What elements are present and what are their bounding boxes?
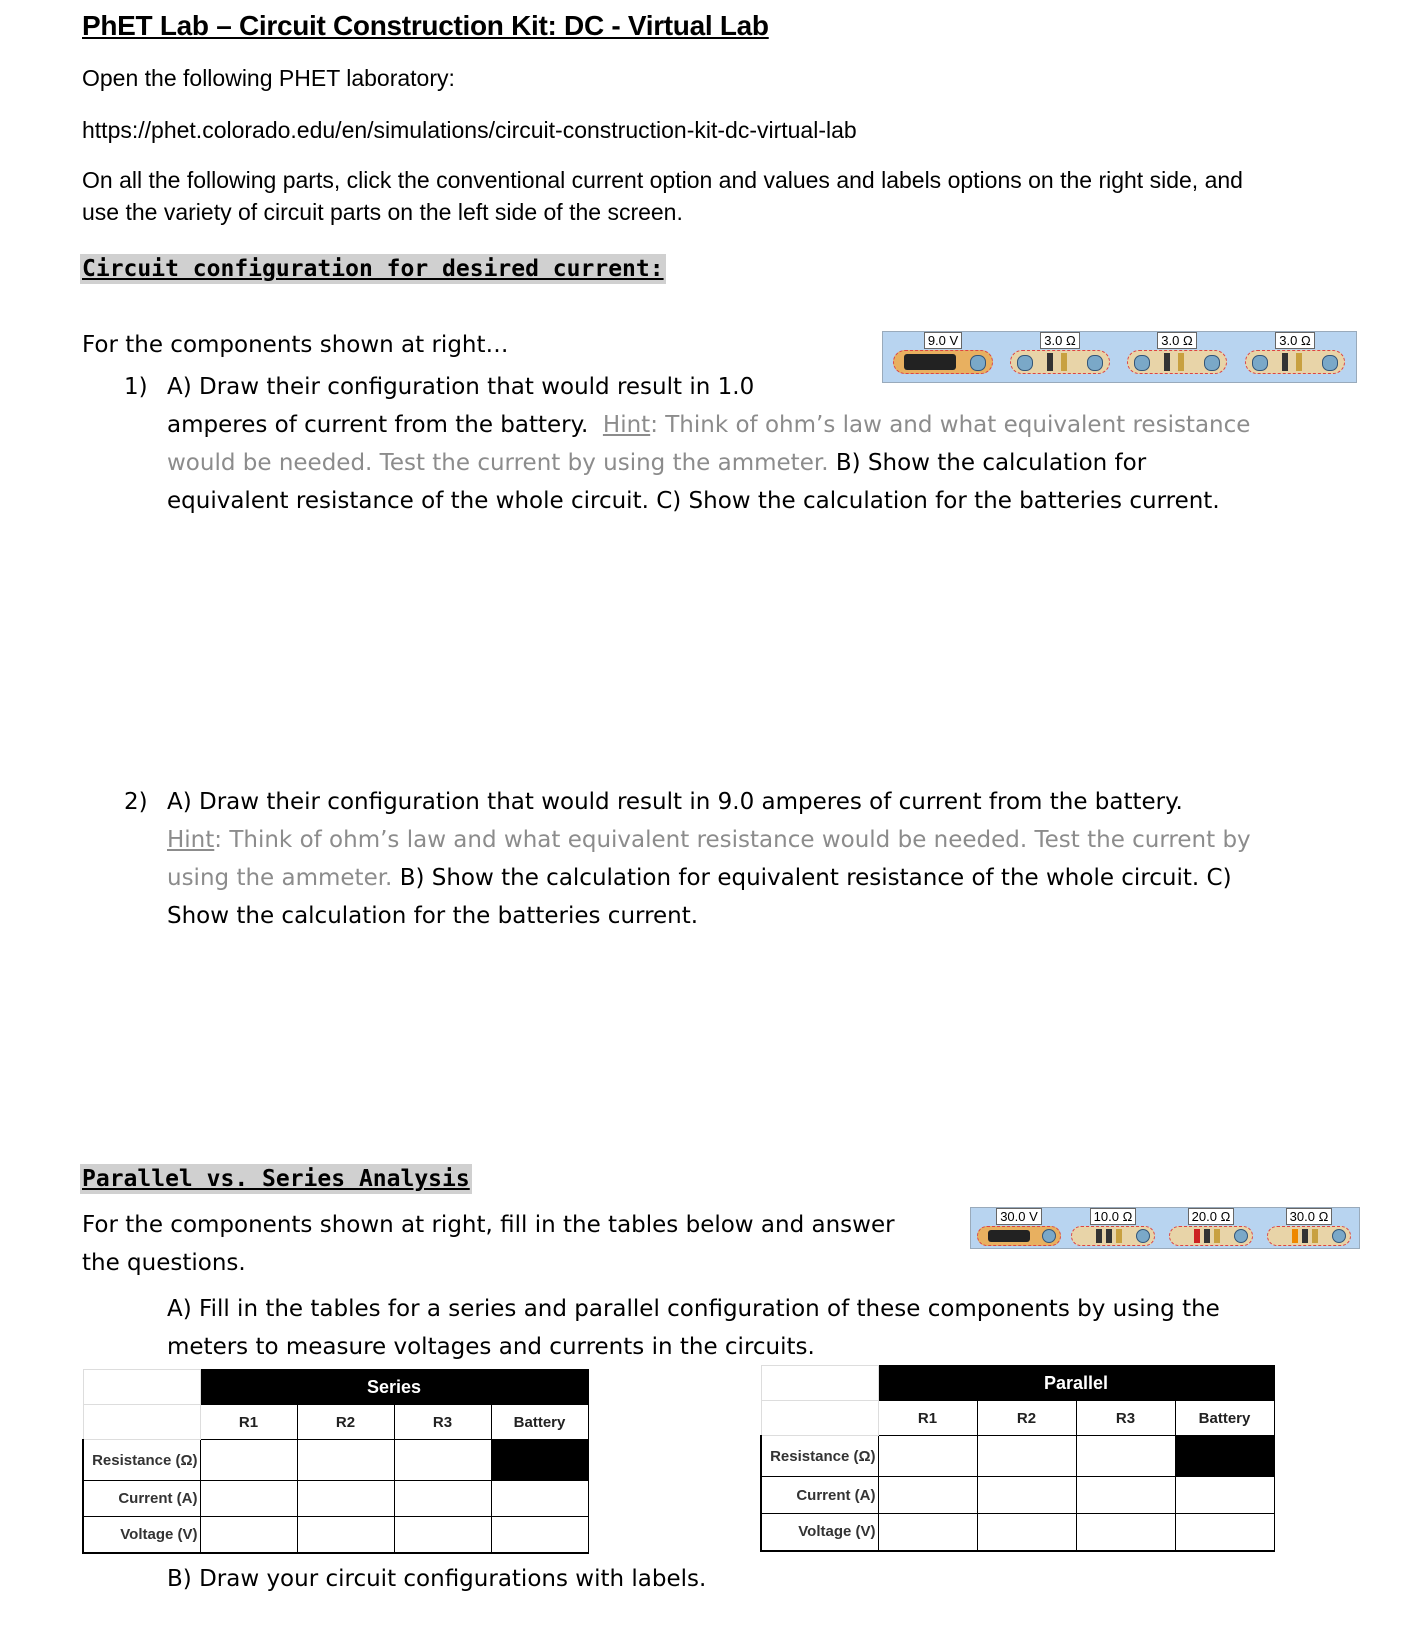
section2-part-a-1: A) Fill in the tables for a series and parallel configuration of these components by using the xyxy=(167,1296,1220,1322)
page-title: PhET Lab – Circuit Construction Kit: DC - Virtual Lab xyxy=(82,10,769,41)
q2-part-b: B) Show the calculation for equivalent resistance of the whole circuit. C) xyxy=(399,865,1232,891)
series-cell[interactable] xyxy=(394,1517,491,1553)
q1-line3 xyxy=(167,444,1146,482)
parallel-col-r2: R2 xyxy=(977,1401,1076,1436)
q2-part-a: A) Draw their configuration that would result in 9.0 amperes of current from the battery. xyxy=(167,789,1183,815)
q1-hint-rest: : Think of ohm’s law and what equivalent resistance xyxy=(650,412,1251,438)
battery-component xyxy=(893,332,993,374)
section-heading-circuit-configuration: Circuit configuration for desired current: xyxy=(82,256,664,282)
series-cell[interactable] xyxy=(491,1517,588,1553)
resistor-component xyxy=(1169,1208,1253,1246)
q2-line2 xyxy=(167,821,1251,859)
series-table-title: Series xyxy=(200,1370,588,1405)
parallel-col-r3: R3 xyxy=(1076,1401,1175,1436)
parallel-cell[interactable] xyxy=(1076,1514,1175,1551)
parallel-row-resistance: Resistance (Ω) xyxy=(761,1436,878,1477)
section2-part-b: B) Draw your circuit configurations with labels. xyxy=(167,1566,707,1592)
q2-line3 xyxy=(167,859,1232,897)
instructions-line-2: use the variety of circuit parts on the left side of the screen. xyxy=(82,199,683,225)
series-cell[interactable] xyxy=(200,1517,297,1553)
series-cell[interactable] xyxy=(297,1517,394,1553)
series-row-resistance: Resistance (Ω) xyxy=(83,1440,200,1481)
series-col-r2: R2 xyxy=(297,1405,394,1440)
series-col-r1: R1 xyxy=(200,1405,297,1440)
series-row-voltage: Voltage (V) xyxy=(83,1517,200,1553)
series-cell[interactable] xyxy=(200,1481,297,1517)
section1-lead: For the components shown at right… xyxy=(82,332,509,358)
parallel-table-title: Parallel xyxy=(878,1366,1274,1401)
parallel-col-r1: R1 xyxy=(878,1401,977,1436)
component-strip-2 xyxy=(970,1207,1360,1249)
parallel-col-battery: Battery xyxy=(1175,1401,1274,1436)
series-col-r3: R3 xyxy=(394,1405,491,1440)
parallel-row-voltage: Voltage (V) xyxy=(761,1514,878,1551)
parallel-cell[interactable] xyxy=(977,1436,1076,1477)
parallel-cell[interactable] xyxy=(977,1477,1076,1514)
open-line: Open the following PHET laboratory: xyxy=(82,65,455,91)
parallel-cell[interactable] xyxy=(878,1436,977,1477)
series-col-battery: Battery xyxy=(491,1405,588,1440)
parallel-cell[interactable] xyxy=(977,1514,1076,1551)
section2-lead-2: the questions. xyxy=(82,1250,246,1276)
parallel-cell-blocked xyxy=(1175,1436,1274,1477)
series-row-current: Current (A) xyxy=(83,1481,200,1517)
q1-part-a2: amperes of current from the battery. xyxy=(167,412,589,438)
parallel-cell[interactable] xyxy=(1076,1436,1175,1477)
series-cell[interactable] xyxy=(200,1440,297,1481)
series-cell[interactable] xyxy=(394,1481,491,1517)
battery-label: 30.0 V xyxy=(996,1208,1042,1225)
q1-number: 1) xyxy=(124,374,148,400)
series-cell[interactable] xyxy=(297,1440,394,1481)
resistor-component xyxy=(1267,1208,1351,1246)
resistor-label: 30.0 Ω xyxy=(1286,1208,1333,1225)
lab-url[interactable]: https://phet.colorado.edu/en/simulations/circuit-construction-kit-dc-virtual-lab xyxy=(82,117,857,143)
component-strip-1 xyxy=(882,331,1357,383)
q1-part-a: A) Draw their configuration that would result in 1.0 xyxy=(167,374,755,400)
q1-hint-line2: would be needed. Test the current by using the ammeter. xyxy=(167,450,829,476)
resistor-label: 3.0 Ω xyxy=(1040,332,1079,349)
battery-component xyxy=(977,1208,1061,1246)
q1-line2 xyxy=(167,406,1250,444)
section-heading-parallel-series: Parallel vs. Series Analysis xyxy=(82,1166,470,1192)
q1-part-b2: equivalent resistance of the whole circuit. C) Show the calculation for the batteries current. xyxy=(167,488,1220,514)
resistor-label: 20.0 Ω xyxy=(1188,1208,1235,1225)
q2-hint-word: Hint xyxy=(167,827,215,853)
section2-lead-1: For the components shown at right, fill in the tables below and answer xyxy=(82,1212,895,1238)
parallel-cell[interactable] xyxy=(1175,1514,1274,1551)
q1-part-b: B) Show the calculation for xyxy=(835,450,1147,476)
series-table xyxy=(82,1369,589,1554)
resistor-component xyxy=(1010,332,1110,374)
battery-label: 9.0 V xyxy=(924,332,962,349)
series-cell-blocked xyxy=(491,1440,588,1481)
resistor-component xyxy=(1245,332,1345,374)
series-cell[interactable] xyxy=(491,1481,588,1517)
parallel-table xyxy=(760,1365,1275,1552)
q2-part-c: Show the calculation for the batteries current. xyxy=(167,903,699,929)
resistor-label: 3.0 Ω xyxy=(1157,332,1196,349)
q2-hint-rest: : Think of ohm’s law and what equivalent resistance would be needed. Test the current by xyxy=(214,827,1251,853)
parallel-cell[interactable] xyxy=(878,1514,977,1551)
parallel-cell[interactable] xyxy=(878,1477,977,1514)
q1-hint-word: Hint xyxy=(602,412,651,438)
parallel-row-current: Current (A) xyxy=(761,1477,878,1514)
instructions-line-1: On all the following parts, click the conventional current option and values and labels options on the right side, and xyxy=(82,167,1243,193)
q2-number: 2) xyxy=(124,789,148,815)
resistor-label: 10.0 Ω xyxy=(1090,1208,1137,1225)
series-cell[interactable] xyxy=(297,1481,394,1517)
resistor-component xyxy=(1071,1208,1155,1246)
q2-hint-line2: using the ammeter. xyxy=(167,865,393,891)
parallel-cell[interactable] xyxy=(1076,1477,1175,1514)
section2-part-a-2: meters to measure voltages and currents in the circuits. xyxy=(167,1334,815,1360)
series-cell[interactable] xyxy=(394,1440,491,1481)
resistor-label: 3.0 Ω xyxy=(1275,332,1314,349)
parallel-cell[interactable] xyxy=(1175,1477,1274,1514)
resistor-component xyxy=(1127,332,1227,374)
